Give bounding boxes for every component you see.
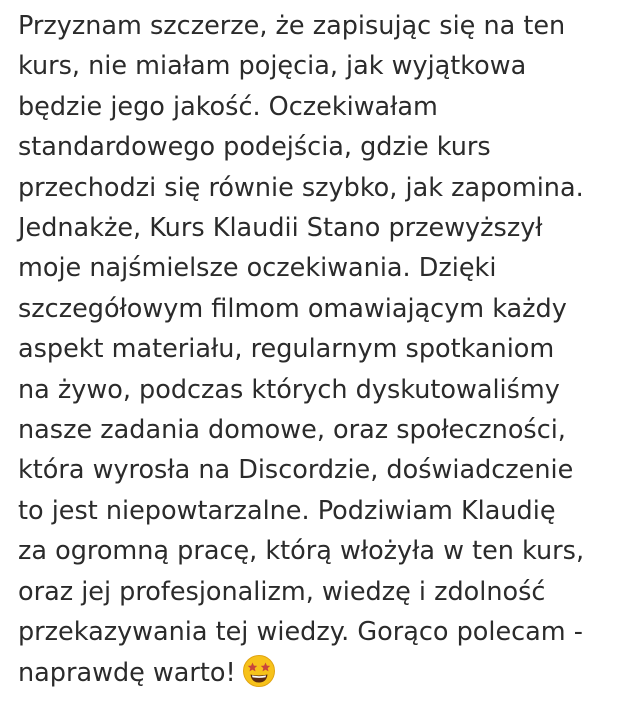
message-last-line bbox=[18, 653, 630, 693]
message-line: oraz jej profesjonalizm, wiedzę i zdolność bbox=[18, 576, 546, 607]
message-line: aspekt materiału, regularnym spotkaniom bbox=[18, 334, 555, 365]
message-line: za ogromną pracę, którą włożyła w ten kurs, bbox=[18, 536, 585, 567]
message-line: kurs, nie miałam pojęcia, jak wyjątkowa bbox=[18, 51, 527, 82]
review-message bbox=[18, 6, 630, 693]
message-line: szczegółowym filmom omawiającym każdy bbox=[18, 293, 567, 324]
message-line: która wyrosła na Discordzie, doświadczenie bbox=[18, 455, 574, 486]
message-line: standardowego podejścia, gdzie kurs bbox=[18, 132, 491, 163]
message-line: na żywo, podczas których dyskutowaliśmy bbox=[18, 374, 560, 405]
message-line: nasze zadania domowe, oraz społeczności, bbox=[18, 415, 566, 446]
message-line: będzie jego jakość. Oczekiwałam bbox=[18, 91, 438, 122]
message-line: naprawdę warto! bbox=[18, 657, 236, 688]
message-line: to jest niepowtarzalne. Podziwiam Klaudię bbox=[18, 495, 556, 526]
message-line: Przyznam szczerze, że zapisując się na ten bbox=[18, 11, 566, 41]
message-line: przekazywania tej wiedzy. Gorąco polecam - bbox=[18, 617, 583, 648]
message-line: Jednakże, Kurs Klaudii Stano przewyższył bbox=[18, 213, 543, 244]
star-struck-emoji-icon bbox=[242, 654, 276, 688]
message-line: moje najśmielsze oczekiwania. Dzięki bbox=[18, 253, 497, 284]
message-line: przechodzi się równie szybko, jak zapomina. bbox=[18, 172, 584, 203]
